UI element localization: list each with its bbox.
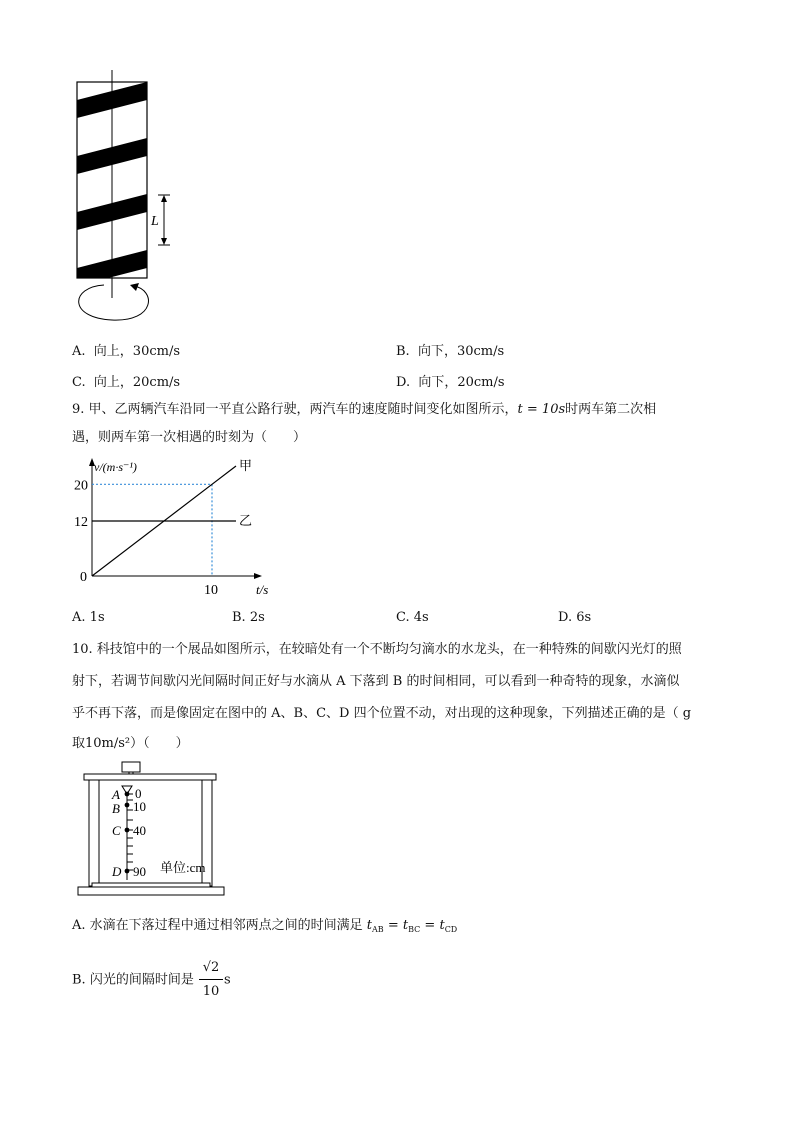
base (78, 887, 224, 895)
y-tick-label-0: 20 (74, 478, 88, 494)
q8-option-a[interactable] (72, 340, 180, 359)
series-label-1: 乙 (239, 513, 253, 528)
faucet-icon (122, 762, 140, 772)
q9-option-c[interactable]: C. 4s (396, 610, 429, 625)
left-post (89, 780, 99, 886)
unit-label: 单位:cm (160, 860, 206, 875)
reading-c: 40 (133, 823, 146, 838)
vt-chart (64, 456, 274, 602)
option-key: D. (396, 375, 411, 390)
unit: s (223, 972, 231, 988)
x-tick-label-0: 0 (80, 570, 87, 585)
drop-a (125, 792, 130, 797)
point-label-a: A (112, 787, 120, 802)
option-text: 向下，20cm/s (418, 375, 505, 390)
q9-option-d[interactable]: D. 6s (558, 610, 592, 625)
q10-drip-apparatus-figure (72, 758, 232, 900)
q10-option-b[interactable]: B. 闪光的间隔时间是 √2 10 s (72, 958, 231, 1002)
fraction-denominator: 10 (202, 984, 220, 999)
drop-d (125, 869, 130, 874)
q10-stem-line-3: 乎不再下落，而是像固定在图中的 A、B、C、D 四个位置不动，对出现的这种现象，下列描述正确的是（ g (72, 706, 692, 721)
reading-d: 90 (133, 864, 146, 879)
point-label-d: D (112, 864, 122, 879)
top-bar (84, 774, 216, 780)
q8-striped-pole-figure (60, 62, 190, 332)
option-key: C. (72, 375, 86, 390)
q10-option-a[interactable]: A. 水滴在下落过程中通过相邻两点之间的时间满足 $t_{AB} = t_{BC} = t_{CD}$ (72, 918, 458, 934)
q8-option-b[interactable] (396, 340, 504, 359)
drop-c (125, 828, 130, 833)
drop-b (125, 803, 130, 808)
option-key: B. (396, 344, 410, 359)
reading-a: 0 (135, 786, 142, 801)
x-tick-label-1: 10 (204, 583, 218, 598)
length-label: L (151, 214, 159, 229)
rotation-arrow (79, 285, 149, 320)
option-text: 向上，30cm/s (93, 344, 180, 359)
q10-stem-line-2: 射下，若调节间歇闪光间隔时间正好与水滴从 A 下落到 B 的时间相同，可以看到一种奇特的现象，水滴似 (72, 674, 680, 689)
q9-stem-line-1: 9. 甲、乙两辆汽车沿同一平直公路行驶，两汽车的速度随时间变化如图所示，t = 10s时两车第二次相 (72, 402, 657, 417)
q8-option-c[interactable] (72, 371, 180, 390)
q9-math-t: t = 10s (517, 402, 566, 417)
fraction (198, 958, 224, 1002)
q9-option-a[interactable]: A. 1s (72, 610, 105, 625)
q10-stem-line-1: 10. 科技馆中的一个展品如图所示，在较暗处有一个不断均匀滴水的水龙头，在一种特殊的间歇闪光灯的照 (72, 642, 682, 657)
q9-option-b[interactable]: B. 2s (232, 610, 265, 625)
x-axis-label: t/s (256, 582, 269, 597)
option-text: 向下，30cm/s (417, 344, 505, 359)
reading-b: 10 (133, 799, 146, 814)
point-label-c: C (112, 823, 121, 838)
q9-stem-line-2: 遇，则两车第一次相遇的时刻为（ ） (72, 430, 307, 445)
q8-option-d[interactable] (396, 371, 505, 390)
fraction-numerator: √2 (202, 960, 220, 975)
q10-stem-line-4: 取10m/s²）（ ） (72, 736, 189, 751)
option-key: A. (72, 344, 86, 359)
y-axis-label: v/(m·s⁻¹) (94, 460, 137, 474)
series-label-0: 甲 (239, 458, 253, 473)
option-text: 向上，20cm/s (93, 375, 181, 390)
point-label-b: B (112, 801, 120, 816)
y-tick-label-1: 12 (74, 515, 88, 530)
x-axis-arrow-icon (254, 573, 262, 579)
